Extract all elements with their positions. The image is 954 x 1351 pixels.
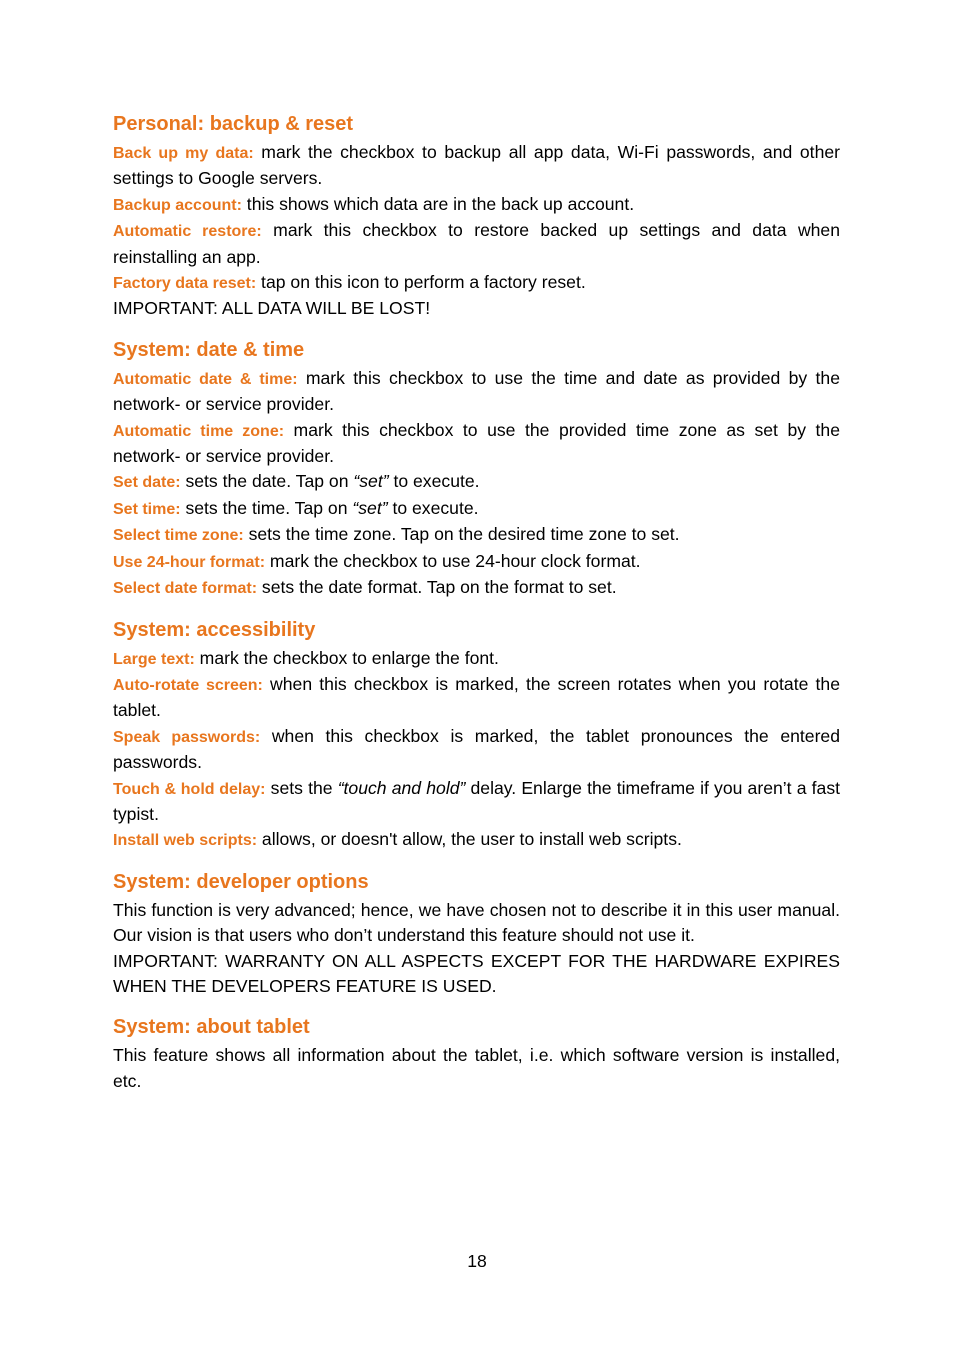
- term-label: Auto-rotate screen:: [113, 676, 263, 694]
- paragraph-warranty-notice: [113, 949, 840, 1000]
- quoted-term: “touch and hold”: [337, 777, 466, 798]
- paragraph-text: sets the: [265, 777, 338, 798]
- section-backup-reset: [113, 111, 840, 322]
- section-heading: Personal: backup & reset: [113, 113, 354, 135]
- paragraph-large-text: [113, 646, 840, 672]
- term-label: Speak passwords:: [113, 728, 261, 746]
- paragraph-touch-hold-delay: [113, 776, 840, 828]
- paragraph-text: when this checkbox is marked, the screen rotates when you rotate the tablet.: [113, 673, 841, 721]
- paragraph-text: IMPORTANT: WARRANTY ON ALL ASPECTS EXCEPT FOR THE HARDWARE EXPIRES WHEN THE DEVELOPERS FEATURE IS USED.: [113, 950, 840, 996]
- paragraph-text: tap on this icon to perform a factory reset.: [256, 272, 586, 293]
- term-label: Select date format:: [113, 580, 258, 598]
- paragraph-text: delay. Enlarge the timeframe if you aren’t a fast typist.: [113, 777, 841, 824]
- paragraph-developer-description: [113, 898, 840, 949]
- paragraph-automatic-restore: [113, 218, 840, 270]
- paragraph-text: sets the time. Tap on: [180, 497, 353, 518]
- quoted-command: “set”: [353, 471, 389, 492]
- paragraph-speak-passwords: [113, 724, 840, 776]
- paragraph-text: mark this checkbox to restore backed up settings and data when reinstalling an app.: [113, 220, 841, 267]
- paragraph-select-date-format: [113, 575, 840, 601]
- term-label: Automatic date & time:: [113, 370, 298, 388]
- term-label: Back up my data:: [113, 145, 254, 162]
- paragraph-back-up-my-data: [113, 140, 840, 192]
- section-heading: System: about tablet: [113, 1016, 310, 1039]
- paragraph-factory-data-reset: [113, 270, 840, 296]
- paragraph-text: This feature shows all information about the tablet, i.e. which software version is installed, etc.: [113, 1045, 840, 1091]
- paragraph-auto-rotate-screen: [113, 672, 840, 724]
- section-heading: System: accessibility: [113, 618, 316, 641]
- paragraph-text: when this checkbox is marked, the tablet pronounces the entered passwords.: [113, 725, 840, 773]
- paragraph-text: to execute.: [388, 471, 480, 492]
- section-heading: System: date & time: [113, 338, 305, 361]
- term-label: Install web scripts:: [113, 832, 258, 850]
- section-heading: System: developer options: [113, 870, 369, 893]
- paragraph-text: mark this checkbox to use the provided time zone as set by the network- or service provider.: [113, 419, 840, 467]
- section-developer-options: [113, 869, 840, 1000]
- paragraph-text: sets the date format. Tap on the format to set.: [257, 577, 617, 598]
- paragraph-automatic-time-zone: [113, 418, 840, 470]
- paragraph-text: to execute.: [387, 497, 479, 518]
- paragraph-use-24-hour-format: [113, 549, 840, 575]
- paragraph-select-time-zone: [113, 522, 840, 548]
- term-label: Backup account:: [113, 196, 242, 214]
- paragraph-text: mark the checkbox to backup all app data, Wi-Fi passwords, and other settings to Google servers.: [113, 142, 840, 189]
- section-about-tablet: [113, 1014, 840, 1094]
- page-number: 18: [467, 1251, 487, 1271]
- document-body: [113, 111, 840, 1094]
- paragraph-text: mark the checkbox to enlarge the font.: [194, 647, 499, 668]
- paragraph-text: sets the date. Tap on: [180, 471, 354, 492]
- term-label: Large text:: [113, 650, 195, 668]
- paragraph-text: allows, or doesn't allow, the user to install web scripts.: [257, 829, 682, 850]
- section-date-time: [113, 337, 840, 602]
- term-label: Touch & hold delay:: [113, 780, 266, 798]
- paragraph-install-web-scripts: [113, 827, 840, 853]
- term-label: Factory data reset:: [113, 275, 257, 293]
- paragraph-set-time: [113, 496, 840, 522]
- paragraph-text: mark this checkbox to use the time and date as provided by the network- or service provider.: [113, 367, 840, 415]
- quoted-command: “set”: [352, 497, 388, 518]
- paragraph-text: IMPORTANT: ALL DATA WILL BE LOST!: [113, 298, 431, 319]
- term-label: Automatic time zone:: [113, 422, 285, 440]
- section-accessibility: [113, 617, 840, 854]
- paragraph-automatic-date-time: [113, 366, 840, 418]
- paragraph-text: mark the checkbox to use 24-hour clock format.: [265, 550, 641, 571]
- term-label: Select time zone:: [113, 527, 244, 545]
- term-label: Set time:: [113, 500, 181, 518]
- paragraph-text: This function is very advanced; hence, we have chosen not to describe it in this user manual. Our vision is that users who don’t understand this feature should not use it.: [113, 899, 840, 946]
- paragraph-text: this shows which data are in the back up account.: [241, 193, 635, 214]
- term-label: Automatic restore:: [113, 223, 262, 241]
- paragraph-set-date: [113, 469, 840, 495]
- paragraph-important-data-lost: [113, 296, 840, 321]
- paragraph-text: sets the time zone. Tap on the desired time zone to set.: [243, 524, 680, 545]
- paragraph-about-tablet: [113, 1043, 840, 1094]
- paragraph-backup-account: [113, 192, 840, 218]
- term-label: Use 24-hour format:: [113, 553, 266, 571]
- term-label: Set date:: [113, 474, 181, 492]
